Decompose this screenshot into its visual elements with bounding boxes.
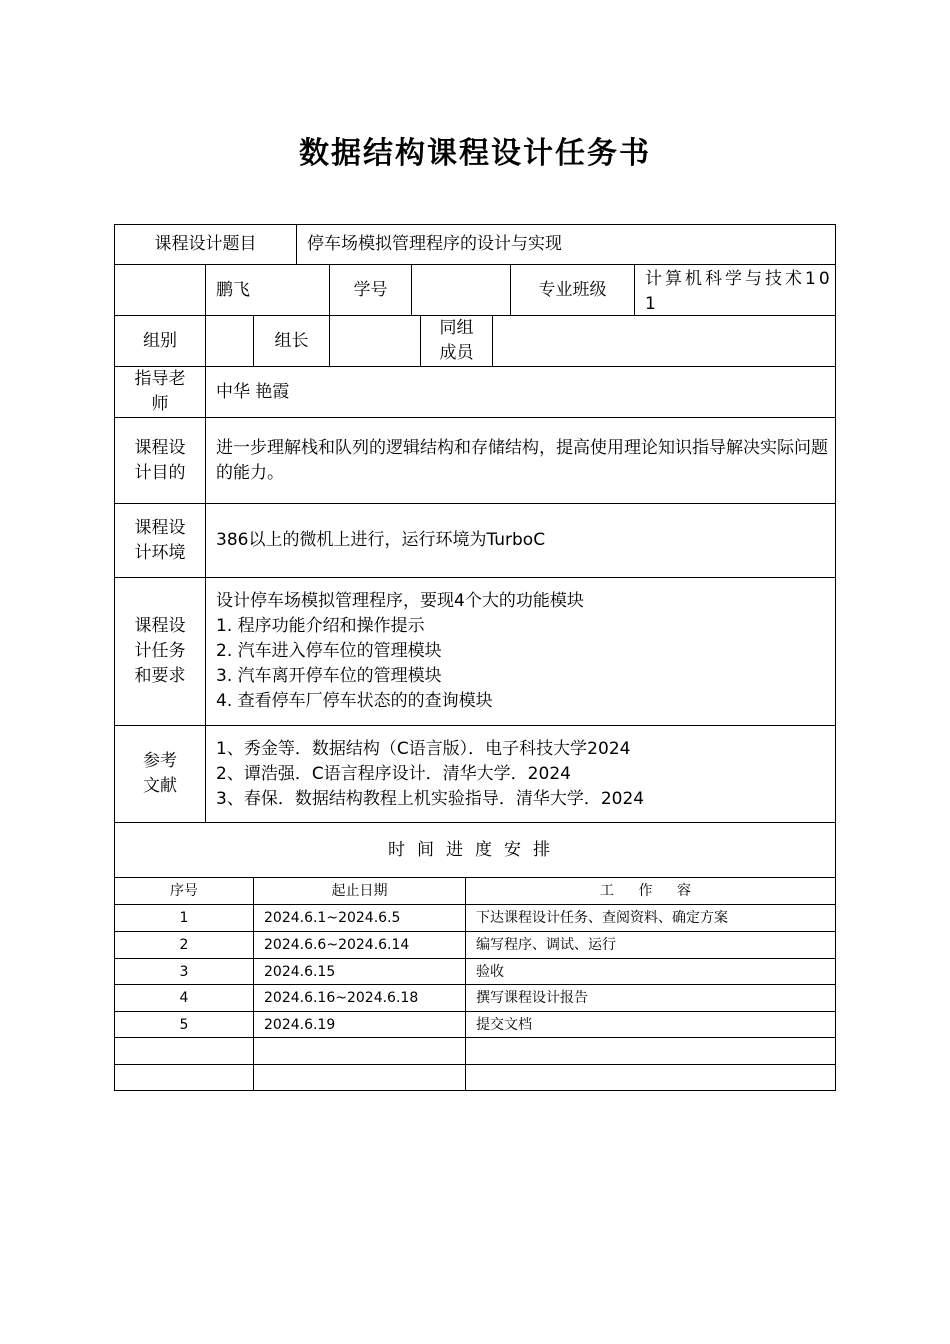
class-label: 专业班级 [510, 264, 635, 316]
schedule-header-index: 序号 [114, 877, 254, 905]
references-label: 参考文献 [114, 725, 206, 823]
schedule-row-work: 撰写课程设计报告 [465, 984, 836, 1012]
schedule-row-dates: 2024.6.6~2024.6.14 [253, 931, 466, 959]
task-item: 3. 汽车离开停车位的管理模块 [216, 666, 442, 686]
schedule-row-dates: 2024.6.15 [253, 958, 466, 985]
group-label: 组别 [114, 315, 206, 367]
advisor-label: 指导老师 [114, 366, 206, 418]
member-name: 鹏飞 [205, 264, 330, 316]
student-no-value [411, 264, 511, 316]
schedule-header-work: 工 作 容 [465, 877, 836, 905]
schedule-row-index [114, 1037, 254, 1065]
schedule-row-dates [253, 1064, 466, 1091]
leader-label: 组长 [253, 315, 330, 367]
task-intro: 设计停车场模拟管理程序，要现4个大的功能模块 [216, 591, 584, 611]
members-label: 同组成员 [420, 315, 493, 367]
student-no-label: 学号 [329, 264, 412, 316]
task-item: 4. 查看停车厂停车状态的的查询模块 [216, 691, 493, 711]
schedule-row-work: 验收 [465, 958, 836, 985]
schedule-title: 时间进度安排 [114, 822, 836, 878]
schedule-row-index: 2 [114, 931, 254, 959]
environment-text: 386以上的微机上进行，运行环境为TurboC [205, 503, 836, 578]
task-label: 课程设计任务和要求 [114, 577, 206, 726]
group-value [205, 315, 254, 367]
schedule-row-work [465, 1037, 836, 1065]
reference-item: 1、秀金等．数据结构（C语言版）．电子科技大学2024 [216, 738, 631, 759]
schedule-row-work: 下达课程设计任务、查阅资料、确定方案 [465, 904, 836, 932]
task-item: 2. 汽车进入停车位的管理模块 [216, 641, 442, 661]
schedule-row-dates [253, 1037, 466, 1065]
leader-value [329, 315, 421, 367]
schedule-row-dates: 2024.6.1~2024.6.5 [253, 904, 466, 932]
purpose-text: 进一步理解栈和队列的逻辑结构和存储结构，提高使用理论知识指导解决实际问题的能力。 [205, 417, 836, 504]
advisor-value: 中华 艳霞 [205, 366, 836, 418]
member-blank-cell [114, 264, 206, 316]
schedule-row-index: 3 [114, 958, 254, 985]
environment-label: 课程设计环境 [114, 503, 206, 578]
document-title: 数据结构课程设计任务书 [299, 136, 651, 171]
schedule-row-dates: 2024.6.19 [253, 1011, 466, 1038]
purpose-label: 课程设计目的 [114, 417, 206, 504]
task-content [205, 577, 836, 726]
schedule-row-index [114, 1064, 254, 1091]
schedule-row-dates: 2024.6.16~2024.6.18 [253, 984, 466, 1012]
schedule-row-work: 提交文档 [465, 1011, 836, 1038]
topic-label: 课程设计题目 [114, 224, 297, 265]
schedule-row-index: 5 [114, 1011, 254, 1038]
references-content [205, 725, 836, 823]
schedule-header-dates: 起止日期 [253, 877, 466, 905]
schedule-row-work [465, 1064, 836, 1091]
schedule-row-index: 1 [114, 904, 254, 932]
reference-item: 3、春保．数据结构教程上机实验指导．清华大学．2024 [216, 788, 645, 809]
reference-item: 2、谭浩强．C语言程序设计．清华大学．2024 [216, 763, 571, 784]
members-value [492, 315, 836, 367]
task-item: 1. 程序功能介绍和操作提示 [216, 616, 425, 636]
topic-value: 停车场模拟管理程序的设计与实现 [296, 224, 836, 265]
class-value: 计算机科学与技术101 [634, 264, 836, 316]
schedule-row-work: 编写程序、调试、运行 [465, 931, 836, 959]
schedule-row-index: 4 [114, 984, 254, 1012]
